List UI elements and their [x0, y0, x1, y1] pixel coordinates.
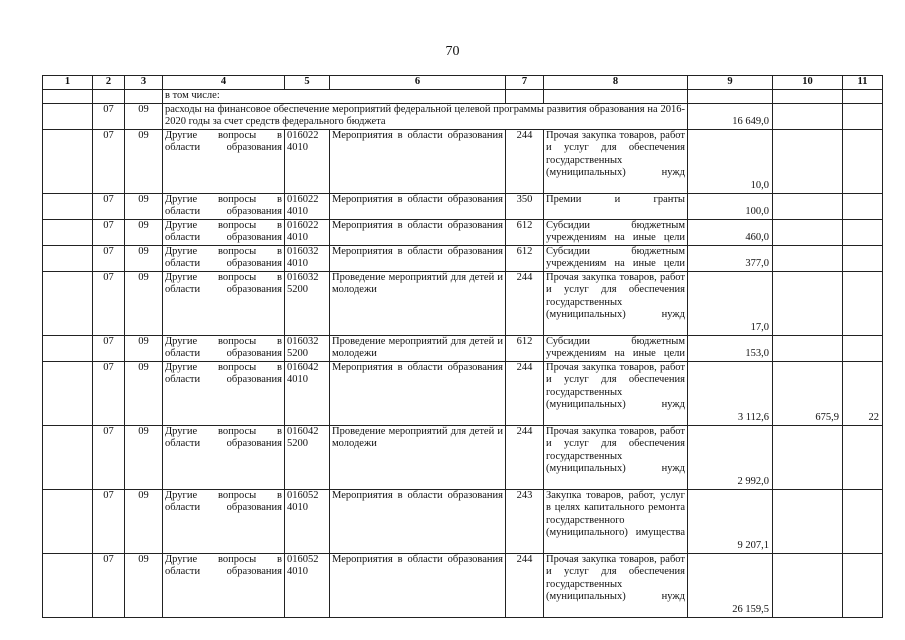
program-description: расходы на финансовое обеспечение мероприятий федеральной целевой программы развития образования на 2016-2020 годы за счет средств федерального бюджета	[163, 103, 688, 129]
row-col1	[43, 271, 93, 335]
activity-name: Мероприятия в области образования	[330, 193, 506, 219]
section-code: 07	[93, 103, 125, 129]
expense-type-name: Закупка товаров, работ, услуг в целях капитального ремонта государственного (муниципального) имущества	[544, 489, 688, 553]
column-header-10: 10	[773, 76, 843, 90]
expense-type: 244	[506, 553, 544, 617]
amount-col11	[843, 489, 883, 553]
amount-col10	[773, 335, 843, 361]
subsection-code: 09	[125, 129, 163, 193]
amount: 26 159,5	[688, 553, 773, 617]
table-row	[43, 129, 883, 193]
subsection-name: Другие вопросы в области образования	[163, 489, 285, 553]
amount: 9 207,1	[688, 489, 773, 553]
subsection-name: Другие вопросы в области образования	[163, 271, 285, 335]
amount-col11	[843, 335, 883, 361]
subsection-code: 09	[125, 425, 163, 489]
subsection-name: Другие вопросы в области образования	[163, 129, 285, 193]
row-col1	[43, 489, 93, 553]
subsection-name: Другие вопросы в области образования	[163, 361, 285, 425]
target-article-suffix: 5200	[287, 438, 308, 449]
section-code: 07	[93, 361, 125, 425]
expense-type: 612	[506, 245, 544, 271]
expense-type: 244	[506, 425, 544, 489]
row-col1	[43, 335, 93, 361]
column-header-11: 11	[843, 76, 883, 90]
program-row	[43, 103, 883, 129]
amount-col11	[843, 271, 883, 335]
subsection-name: Другие вопросы в области образования	[163, 425, 285, 489]
table-body	[43, 90, 883, 618]
amount: 100,0	[688, 193, 773, 219]
amount-col11	[843, 129, 883, 193]
target-article-suffix: 5200	[287, 284, 308, 295]
activity-name: Мероприятия в области образования	[330, 489, 506, 553]
section-code: 07	[93, 335, 125, 361]
target-article-code: 016022	[287, 129, 319, 141]
expense-type-name: Прочая закупка товаров, работ и услуг для обеспечения государственных (муниципальных) нужд	[544, 425, 688, 489]
amount-col10	[773, 271, 843, 335]
program-amount: 16 649,0	[688, 103, 773, 129]
subheader-row	[43, 90, 883, 104]
budget-table	[42, 75, 883, 618]
target-article-suffix: 5200	[287, 348, 308, 359]
amount-col11	[843, 245, 883, 271]
expense-type: 612	[506, 219, 544, 245]
section-code: 07	[93, 193, 125, 219]
amount-col10: 675,9	[773, 361, 843, 425]
subsection-code: 09	[125, 193, 163, 219]
target-article-suffix: 4010	[287, 374, 308, 385]
subheader-label: в том числе:	[163, 90, 506, 104]
target-article-suffix: 4010	[287, 232, 308, 243]
activity-name: Мероприятия в области образования	[330, 245, 506, 271]
amount: 460,0	[688, 219, 773, 245]
target-article	[285, 271, 330, 335]
target-article-code: 016052	[287, 489, 319, 501]
amount: 377,0	[688, 245, 773, 271]
subsection-name: Другие вопросы в области образования	[163, 335, 285, 361]
expense-type-name: Премии и гранты	[544, 193, 688, 219]
amount-col11	[843, 219, 883, 245]
subsection-code: 09	[125, 489, 163, 553]
section-code: 07	[93, 489, 125, 553]
expense-type-name: Субсидии бюджетным учреждениям на иные цели	[544, 219, 688, 245]
column-header-7: 7	[506, 76, 544, 90]
target-article-suffix: 4010	[287, 206, 308, 217]
subsection-name: Другие вопросы в области образования	[163, 553, 285, 617]
table-header	[43, 76, 883, 90]
amount-col10	[773, 245, 843, 271]
expense-type: 244	[506, 129, 544, 193]
subsection-code: 09	[125, 335, 163, 361]
table-row	[43, 425, 883, 489]
row-col1	[43, 129, 93, 193]
activity-name: Мероприятия в области образования	[330, 219, 506, 245]
target-article-suffix: 4010	[287, 502, 308, 513]
subsection-code: 09	[125, 219, 163, 245]
target-article-suffix: 4010	[287, 566, 308, 577]
target-article-code: 016032	[287, 271, 319, 283]
subsection-name: Другие вопросы в области образования	[163, 219, 285, 245]
amount-col10	[773, 553, 843, 617]
target-article-code: 016032	[287, 335, 319, 347]
section-code: 07	[93, 553, 125, 617]
column-header-3: 3	[125, 76, 163, 90]
expense-type-name: Прочая закупка товаров, работ и услуг для обеспечения государственных (муниципальных) нужд	[544, 553, 688, 617]
expense-type-name: Прочая закупка товаров, работ и услуг для обеспечения государственных (муниципальных) нужд	[544, 271, 688, 335]
target-article-code: 016052	[287, 553, 319, 565]
subsection-code: 09	[125, 245, 163, 271]
amount: 10,0	[688, 129, 773, 193]
expense-type: 243	[506, 489, 544, 553]
target-article	[285, 129, 330, 193]
amount: 2 992,0	[688, 425, 773, 489]
amount: 153,0	[688, 335, 773, 361]
activity-name: Мероприятия в области образования	[330, 361, 506, 425]
amount-col10	[773, 489, 843, 553]
activity-name: Проведение мероприятий для детей и молодежи	[330, 335, 506, 361]
target-article-code: 016042	[287, 425, 319, 437]
table-row	[43, 271, 883, 335]
table-row	[43, 553, 883, 617]
activity-name: Проведение мероприятий для детей и молодежи	[330, 271, 506, 335]
target-article	[285, 335, 330, 361]
table-row	[43, 361, 883, 425]
target-article-code: 016042	[287, 361, 319, 373]
table-row	[43, 489, 883, 553]
column-header-2: 2	[93, 76, 125, 90]
amount-col10	[773, 425, 843, 489]
column-header-6: 6	[330, 76, 506, 90]
expense-type: 244	[506, 271, 544, 335]
target-article-suffix: 4010	[287, 258, 308, 269]
section-code: 07	[93, 425, 125, 489]
section-code: 07	[93, 219, 125, 245]
amount-col10	[773, 193, 843, 219]
amount: 3 112,6	[688, 361, 773, 425]
expense-type: 612	[506, 335, 544, 361]
target-article-suffix: 4010	[287, 142, 308, 153]
amount-col10	[773, 219, 843, 245]
target-article	[285, 553, 330, 617]
target-article-code: 016022	[287, 219, 319, 231]
expense-type-name: Субсидии бюджетным учреждениям на иные цели	[544, 335, 688, 361]
target-article	[285, 489, 330, 553]
target-article	[285, 361, 330, 425]
column-header-1: 1	[43, 76, 93, 90]
amount-col11: 22	[843, 361, 883, 425]
expense-type: 244	[506, 361, 544, 425]
row-col1	[43, 425, 93, 489]
target-article	[285, 245, 330, 271]
target-article-code: 016022	[287, 193, 319, 205]
subsection-code: 09	[125, 553, 163, 617]
target-article	[285, 219, 330, 245]
row-col1	[43, 245, 93, 271]
subsection-code: 09	[125, 361, 163, 425]
row-col1	[43, 361, 93, 425]
section-code: 07	[93, 129, 125, 193]
activity-name: Проведение мероприятий для детей и молодежи	[330, 425, 506, 489]
expense-type-name: Прочая закупка товаров, работ и услуг для обеспечения государственных (муниципальных) нужд	[544, 361, 688, 425]
column-header-5: 5	[285, 76, 330, 90]
amount-col10	[773, 129, 843, 193]
row-col1	[43, 219, 93, 245]
amount-col11	[843, 193, 883, 219]
table-row	[43, 245, 883, 271]
section-code: 07	[93, 271, 125, 335]
subsection-code: 09	[125, 103, 163, 129]
row-col1	[43, 553, 93, 617]
target-article-code: 016032	[287, 245, 319, 257]
expense-type-name: Субсидии бюджетным учреждениям на иные цели	[544, 245, 688, 271]
row-col1	[43, 193, 93, 219]
amount-col11	[843, 553, 883, 617]
page-number: 70	[445, 44, 460, 59]
column-header-8: 8	[544, 76, 688, 90]
activity-name: Мероприятия в области образования	[330, 553, 506, 617]
column-header-4: 4	[163, 76, 285, 90]
activity-name: Мероприятия в области образования	[330, 129, 506, 193]
table-row	[43, 335, 883, 361]
target-article	[285, 425, 330, 489]
subsection-code: 09	[125, 271, 163, 335]
expense-type-name: Прочая закупка товаров, работ и услуг для обеспечения государственных (муниципальных) нужд	[544, 129, 688, 193]
section-code: 07	[93, 245, 125, 271]
subsection-name: Другие вопросы в области образования	[163, 245, 285, 271]
amount-col11	[843, 425, 883, 489]
subsection-name: Другие вопросы в области образования	[163, 193, 285, 219]
target-article	[285, 193, 330, 219]
table-row	[43, 193, 883, 219]
amount: 17,0	[688, 271, 773, 335]
expense-type: 350	[506, 193, 544, 219]
column-header-9: 9	[688, 76, 773, 90]
table-row	[43, 219, 883, 245]
